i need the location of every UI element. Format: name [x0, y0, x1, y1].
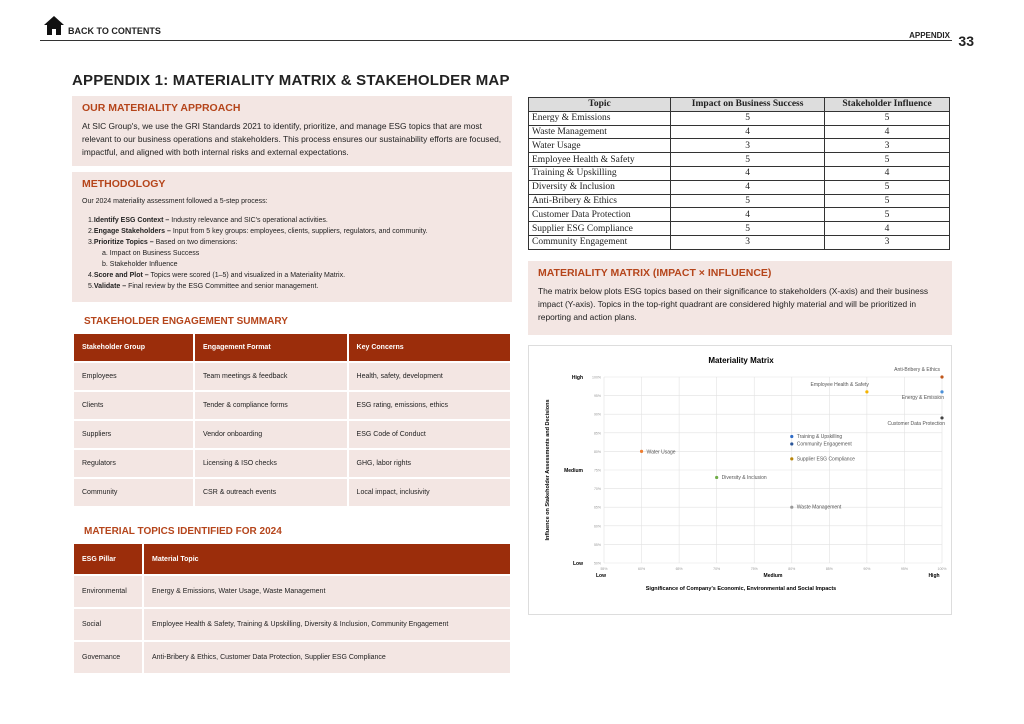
cell: Suppliers [73, 420, 194, 449]
cell: ESG rating, emissions, ethics [348, 391, 511, 420]
cell: Vendor onboarding [194, 420, 348, 449]
table-row [73, 641, 511, 674]
cell: Input from 5 key groups: employees, clients, suppliers, regulators, and community. [170, 228, 428, 235]
cell: Stakeholder Influence [825, 98, 950, 112]
cell: ESG Pillar [73, 543, 143, 575]
cell: Engagement Format [194, 333, 348, 362]
approach-heading: OUR MATERIALITY APPROACH [82, 102, 241, 114]
table-row [529, 222, 950, 236]
cell: 4 [825, 222, 950, 236]
cell: CSR & outreach events [194, 478, 348, 507]
substep: b. Stakeholder Influence [102, 261, 178, 268]
cell: Licensing & ISO checks [194, 449, 348, 478]
cell: Waste Management [529, 125, 671, 139]
cell: 4 [671, 166, 825, 180]
data-point [940, 390, 943, 393]
cell: 4 [671, 180, 825, 194]
data-point [790, 457, 793, 460]
cell: Key Concerns [348, 333, 511, 362]
cell: Clients [73, 391, 194, 420]
cell: Anti-Bribery & Ethics [529, 194, 671, 208]
cell: Topic [529, 98, 671, 112]
y-tick-label: 100% [592, 375, 601, 380]
cell: Social [73, 608, 143, 641]
cell: 3. [88, 239, 94, 246]
y-tick-label: 95% [593, 394, 601, 399]
cell: Score and Plot – [93, 272, 149, 279]
cell: 5 [825, 180, 950, 194]
materiality-matrix-chart [528, 345, 952, 615]
cell: Employee Health & Safety [529, 153, 671, 167]
y-level-label: Low [573, 561, 583, 567]
cell: 5 [825, 111, 950, 125]
data-point [940, 375, 943, 378]
cell: 5. [88, 283, 94, 290]
cell: 5 [671, 111, 825, 125]
table-row [529, 153, 950, 167]
back-label: BACK TO CONTENTS [68, 26, 161, 36]
cell: Validate – [93, 283, 127, 290]
topics-table [72, 542, 512, 675]
back-to-contents-link[interactable] [42, 14, 161, 36]
x-tick-label: 95% [900, 567, 908, 571]
cell: 5 [825, 208, 950, 222]
cell: 4. [88, 272, 94, 279]
page-number: 33 [958, 33, 974, 49]
y-axis-label: Influence on Stakeholder Assessments and Decisions [545, 399, 551, 541]
x-tick-label: 55% [600, 567, 608, 571]
cell: Final review by the ESG Committee and senior management. [126, 283, 319, 290]
cell: Employee Health & Safety, Training & Upskilling, Diversity & Inclusion, Community Engagement [143, 608, 511, 641]
point-label: Anti-Bribery & Ethics [894, 367, 940, 373]
cell: Regulators [73, 449, 194, 478]
approach-text: At SIC Group's, we use the GRI Standards 2021 to identify, prioritize, and manage ESG topics that are most relevant to our business operations and stakeholders. This process ensures our sustainability efforts are focused, impactful, and aligned with both internal risks and external expectations. [82, 121, 502, 157]
cell: Energy & Emissions, Water Usage, Waste Management [143, 575, 511, 608]
data-point [790, 442, 793, 445]
home-icon [42, 14, 66, 36]
x-level-label: High [928, 573, 940, 579]
point-label: Supplier ESG Compliance [796, 456, 855, 463]
point-label: Employee Health & Safety [810, 381, 869, 388]
y-tick-label: 75% [593, 468, 601, 473]
topics-heading: MATERIAL TOPICS IDENTIFIED FOR 2024 [84, 526, 282, 537]
cell: 4 [671, 208, 825, 222]
cell: 5 [671, 153, 825, 167]
y-level-label: High [571, 375, 583, 381]
cell: 5 [825, 153, 950, 167]
methodology-intro: Our 2024 materiality assessment followed a 5-step process: [82, 198, 268, 205]
table-row [73, 608, 511, 641]
x-level-label: Medium [763, 573, 783, 579]
y-tick-label: 80% [593, 449, 601, 454]
table-row [73, 362, 511, 391]
data-point [865, 390, 868, 393]
cell: Supplier ESG Compliance [529, 222, 671, 236]
step [88, 281, 502, 292]
x-tick-label: 90% [863, 567, 871, 571]
cell: 3 [825, 139, 950, 153]
page-title: APPENDIX 1: MATERIALITY MATRIX & STAKEHOLDER MAP [72, 72, 510, 89]
y-tick-label: 90% [593, 412, 601, 417]
matrix-section [528, 261, 952, 335]
cell: Training & Upskilling [529, 166, 671, 180]
cell: Material Topic [143, 543, 511, 575]
cell: Topics were scored (1–5) and visualized in a Materiality Matrix. [148, 272, 346, 279]
cell: Community Engagement [529, 235, 671, 249]
approach-section [72, 96, 512, 166]
x-tick-label: 65% [675, 567, 683, 571]
table-row [73, 575, 511, 608]
cell: Stakeholder Group [73, 333, 194, 362]
cell: Energy & Emissions [529, 111, 671, 125]
table-row [529, 139, 950, 153]
y-tick-label: 55% [593, 542, 601, 547]
cell: Engage Stakeholders – [93, 228, 171, 235]
y-tick-label: 70% [593, 487, 601, 492]
cell: Team meetings & feedback [194, 362, 348, 391]
header-divider [40, 40, 952, 41]
section-label: APPENDIX [909, 31, 950, 40]
y-tick-label: 60% [593, 524, 601, 529]
cell: Health, safety, development [348, 362, 511, 391]
cell: Identify ESG Context – [93, 217, 170, 224]
y-tick-label: 65% [593, 505, 601, 510]
y-tick-label: 85% [593, 431, 601, 436]
data-point [790, 435, 793, 438]
table-row [529, 180, 950, 194]
point-label: Community Engagement [796, 441, 852, 448]
data-point [640, 450, 643, 453]
x-tick-label: 80% [788, 567, 796, 571]
x-tick-label: 70% [713, 567, 721, 571]
substep: a. Impact on Business Success [102, 250, 200, 257]
methodology-section [72, 172, 512, 302]
cell: 5 [671, 222, 825, 236]
cell: 5 [825, 194, 950, 208]
point-label: Energy & Emission [901, 394, 944, 401]
data-point [790, 506, 793, 509]
point-label: Training & Upskilling [796, 434, 843, 441]
table-row [73, 420, 511, 449]
engagement-heading: STAKEHOLDER ENGAGEMENT SUMMARY [84, 316, 288, 327]
step [88, 215, 502, 226]
x-tick-label: 60% [638, 567, 646, 571]
cell: Impact on Business Success [671, 98, 825, 112]
cell: 5 [671, 194, 825, 208]
matrix-heading: MATERIALITY MATRIX (IMPACT × INFLUENCE) [538, 267, 772, 279]
cell: ESG Code of Conduct [348, 420, 511, 449]
y-tick-label: 50% [593, 561, 601, 566]
data-point [715, 476, 718, 479]
cell: Based on two dimensions: [153, 239, 238, 246]
table-row [73, 391, 511, 420]
cell: 1. [88, 217, 94, 224]
cell: Prioritize Topics – [93, 239, 154, 246]
table-row [73, 478, 511, 507]
methodology-steps [82, 215, 502, 292]
cell: GHG, labor rights [348, 449, 511, 478]
cell: Industry relevance and SIC's operational activities. [169, 217, 328, 224]
x-axis-label: Significance of Company's Economic, Environmental and Social Impacts [645, 586, 837, 592]
step [88, 226, 502, 237]
scores-table [528, 97, 950, 250]
x-level-label: Low [596, 573, 606, 579]
step [88, 237, 502, 248]
methodology-heading: METHODOLOGY [82, 178, 166, 190]
data-point [940, 416, 943, 419]
table-row [529, 235, 950, 249]
engagement-table [72, 332, 512, 508]
cell: 4 [825, 125, 950, 139]
cell: Tender & compliance forms [194, 391, 348, 420]
cell: 3 [825, 235, 950, 249]
point-label: Diversity & Inclusion [721, 474, 767, 481]
cell: 3 [671, 235, 825, 249]
x-tick-label: 75% [750, 567, 758, 571]
cell: Governance [73, 641, 143, 674]
cell: 3 [671, 139, 825, 153]
cell: Community [73, 478, 194, 507]
table-row [73, 449, 511, 478]
cell: 2. [88, 228, 94, 235]
cell: 4 [671, 125, 825, 139]
point-label: Waste Management [796, 504, 842, 511]
point-label: Water Usage [646, 449, 676, 456]
step [88, 270, 502, 281]
cell: Anti-Bribery & Ethics, Customer Data Protection, Supplier ESG Compliance [143, 641, 511, 674]
cell: Customer Data Protection [529, 208, 671, 222]
cell: Local impact, inclusivity [348, 478, 511, 507]
point-label: Customer Data Protection [887, 420, 945, 427]
matrix-text: The matrix below plots ESG topics based on their significance to stakeholders (X-axis) and their business impact (Y-axis). Topics in the top-right quadrant are considered highly material and will be prioritized in reporting and action plans. [538, 286, 929, 322]
cell: 4 [825, 166, 950, 180]
chart-title: Materiality Matrix [708, 356, 774, 365]
cell: Diversity & Inclusion [529, 180, 671, 194]
table-row [529, 166, 950, 180]
x-tick-label: 100% [937, 567, 947, 571]
table-row [529, 194, 950, 208]
cell: Environmental [73, 575, 143, 608]
table-row [529, 208, 950, 222]
cell: Employees [73, 362, 194, 391]
table-row [529, 111, 950, 125]
y-level-label: Medium [564, 468, 583, 474]
x-tick-label: 85% [825, 567, 833, 571]
table-row [529, 125, 950, 139]
cell: Water Usage [529, 139, 671, 153]
